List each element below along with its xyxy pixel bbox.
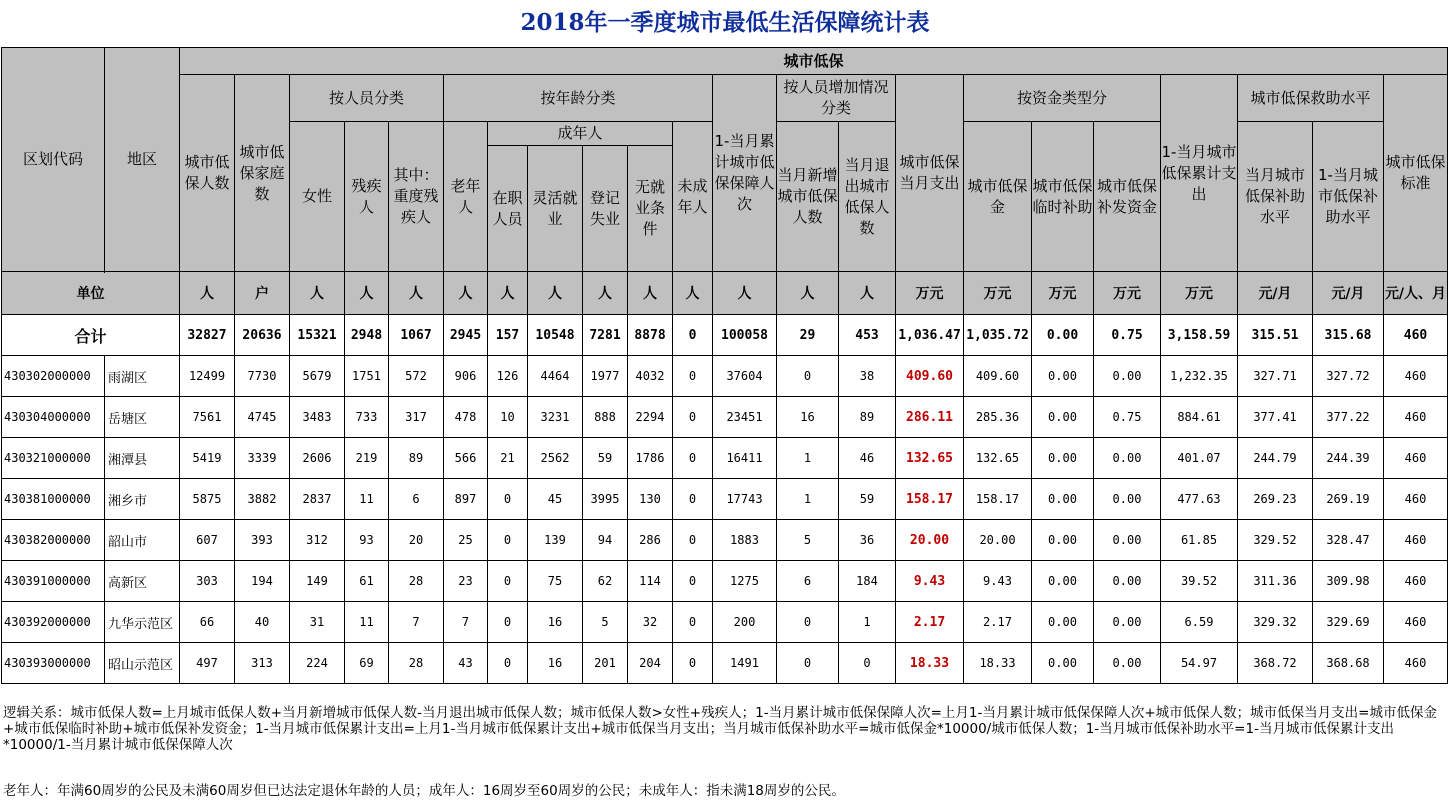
table-cell: 329.52 <box>1238 520 1313 561</box>
unit-cell: 户 <box>235 272 290 315</box>
table-cell: 0.00 <box>1032 356 1094 397</box>
unit-cell: 万元 <box>896 272 964 315</box>
table-cell: 20.00 <box>896 520 964 561</box>
table-cell: 5875 <box>180 479 235 520</box>
table-cell: 477.63 <box>1161 479 1238 520</box>
table-cell: 733 <box>345 397 389 438</box>
table-cell: 114 <box>628 561 673 602</box>
header-fund-extra: 城市低保补发资金 <box>1094 122 1161 272</box>
table-cell: 303 <box>180 561 235 602</box>
table-cell: 7 <box>389 602 444 643</box>
header-unable: 无就业条件 <box>628 146 673 272</box>
region-code: 430391000000 <box>2 561 105 602</box>
header-by-person: 按人员分类 <box>290 75 444 122</box>
unit-cell: 人 <box>673 272 713 315</box>
table-cell: 1 <box>777 479 839 520</box>
table-cell: 204 <box>628 643 673 684</box>
table-cell: 200 <box>713 602 777 643</box>
table-cell: 0 <box>488 520 528 561</box>
table-cell: 28 <box>389 561 444 602</box>
table-cell: 7730 <box>235 356 290 397</box>
table-cell: 327.71 <box>1238 356 1313 397</box>
header-severe-disabled: 其中：重度残疾人 <box>389 122 444 272</box>
header-persons: 城市低保人数 <box>180 75 235 272</box>
unit-cell: 元/月 <box>1313 272 1384 315</box>
table-cell: 2837 <box>290 479 345 520</box>
total-row <box>2 315 1448 356</box>
table-cell: 46 <box>839 438 896 479</box>
table-cell: 36 <box>839 520 896 561</box>
table-cell: 23451 <box>713 397 777 438</box>
region-name: 韶山市 <box>105 520 180 561</box>
table-cell: 62 <box>583 561 628 602</box>
table-cell: 5419 <box>180 438 235 479</box>
total-cell: 0 <box>673 315 713 356</box>
region-code: 430304000000 <box>2 397 105 438</box>
unit-label: 单位 <box>2 272 180 315</box>
table-cell: 0 <box>488 602 528 643</box>
table-cell: 9.43 <box>964 561 1032 602</box>
total-cell: 15321 <box>290 315 345 356</box>
table-cell: 158.17 <box>964 479 1032 520</box>
table-cell: 39.52 <box>1161 561 1238 602</box>
region-code: 430381000000 <box>2 479 105 520</box>
table-cell: 460 <box>1384 561 1448 602</box>
table-cell: 0 <box>673 479 713 520</box>
table-cell: 309.98 <box>1313 561 1384 602</box>
table-cell: 12499 <box>180 356 235 397</box>
table-cell: 460 <box>1384 602 1448 643</box>
header-disabled: 残疾人 <box>345 122 389 272</box>
table-cell: 0.00 <box>1032 438 1094 479</box>
total-cell: 20636 <box>235 315 290 356</box>
table-cell: 194 <box>235 561 290 602</box>
table-cell: 2294 <box>628 397 673 438</box>
table-cell: 89 <box>839 397 896 438</box>
header-code: 区划代码 <box>2 48 105 272</box>
table-cell: 0.75 <box>1094 397 1161 438</box>
table-cell: 1,232.35 <box>1161 356 1238 397</box>
table-cell: 93 <box>345 520 389 561</box>
table-cell: 7561 <box>180 397 235 438</box>
table-cell: 1 <box>777 438 839 479</box>
table-cell: 201 <box>583 643 628 684</box>
header-by-change: 按人员增加情况分类 <box>777 75 896 122</box>
header-area: 地区 <box>105 48 180 272</box>
header-employed: 在职人员 <box>488 146 528 272</box>
total-cell: 460 <box>1384 315 1448 356</box>
unit-cell: 人 <box>180 272 235 315</box>
table-cell: 6 <box>777 561 839 602</box>
header-minor: 未成年人 <box>673 122 713 272</box>
notes <box>3 705 1443 799</box>
table-cell: 0 <box>777 643 839 684</box>
table-cell: 32 <box>628 602 673 643</box>
total-cell: 157 <box>488 315 528 356</box>
table-cell: 377.22 <box>1313 397 1384 438</box>
table-cell: 3231 <box>528 397 583 438</box>
table-cell: 460 <box>1384 356 1448 397</box>
table-cell: 18.33 <box>896 643 964 684</box>
table-cell: 0 <box>673 356 713 397</box>
table-cell: 158.17 <box>896 479 964 520</box>
table-cell: 317 <box>389 397 444 438</box>
table-cell: 20 <box>389 520 444 561</box>
table-cell: 4464 <box>528 356 583 397</box>
table-cell: 224 <box>290 643 345 684</box>
unit-cell: 人 <box>839 272 896 315</box>
unit-cell: 人 <box>583 272 628 315</box>
table-cell: 126 <box>488 356 528 397</box>
table-cell: 219 <box>345 438 389 479</box>
unit-row <box>2 272 1448 315</box>
unit-cell: 人 <box>345 272 389 315</box>
header-monthly-expense: 城市低保当月支出 <box>896 75 964 272</box>
table-cell: 3483 <box>290 397 345 438</box>
table-cell: 94 <box>583 520 628 561</box>
region-name: 高新区 <box>105 561 180 602</box>
table-cell: 6 <box>389 479 444 520</box>
header-fund-temp: 城市低保临时补助 <box>1032 122 1094 272</box>
total-cell: 453 <box>839 315 896 356</box>
table-cell: 66 <box>180 602 235 643</box>
table-cell: 0 <box>488 479 528 520</box>
table-cell: 313 <box>235 643 290 684</box>
region-code: 430321000000 <box>2 438 105 479</box>
table-cell: 329.69 <box>1313 602 1384 643</box>
table-cell: 3339 <box>235 438 290 479</box>
table-cell: 0.00 <box>1032 520 1094 561</box>
table-cell: 10 <box>488 397 528 438</box>
total-cell: 315.68 <box>1313 315 1384 356</box>
table-cell: 0.00 <box>1094 602 1161 643</box>
unit-cell: 万元 <box>964 272 1032 315</box>
table-cell: 0.00 <box>1094 356 1161 397</box>
table-cell: 61 <box>345 561 389 602</box>
table-cell: 460 <box>1384 397 1448 438</box>
table-cell: 5679 <box>290 356 345 397</box>
table-cell: 0 <box>488 561 528 602</box>
table-cell: 59 <box>839 479 896 520</box>
table-cell: 478 <box>444 397 488 438</box>
total-cell: 1,036.47 <box>896 315 964 356</box>
header-cumulative-persons: 1-当月累计城市低保保障人次 <box>713 75 777 272</box>
table-cell: 54.97 <box>1161 643 1238 684</box>
table-cell: 0 <box>673 520 713 561</box>
table-row <box>2 602 1448 643</box>
table-cell: 897 <box>444 479 488 520</box>
header-new-persons: 当月新增城市低保人数 <box>777 122 839 272</box>
table-cell: 2606 <box>290 438 345 479</box>
table-cell: 23 <box>444 561 488 602</box>
region-name: 岳塘区 <box>105 397 180 438</box>
table-cell: 460 <box>1384 479 1448 520</box>
table-cell: 184 <box>839 561 896 602</box>
table-cell: 20.00 <box>964 520 1032 561</box>
table-cell: 2.17 <box>896 602 964 643</box>
table-cell: 75 <box>528 561 583 602</box>
table-cell: 2562 <box>528 438 583 479</box>
unit-cell: 人 <box>290 272 345 315</box>
table-cell: 11 <box>345 479 389 520</box>
table-cell: 0.00 <box>1094 561 1161 602</box>
table-cell: 37604 <box>713 356 777 397</box>
table-cell: 312 <box>290 520 345 561</box>
table-cell: 45 <box>528 479 583 520</box>
table-cell: 0 <box>673 643 713 684</box>
region-name: 湘潭县 <box>105 438 180 479</box>
region-name: 昭山示范区 <box>105 643 180 684</box>
total-cell: 29 <box>777 315 839 356</box>
region-name: 雨湖区 <box>105 356 180 397</box>
table-cell: 1751 <box>345 356 389 397</box>
table-cell: 25 <box>444 520 488 561</box>
header-group: 城市低保 <box>180 48 1448 75</box>
table-cell: 269.23 <box>1238 479 1313 520</box>
unit-cell: 万元 <box>1161 272 1238 315</box>
table-cell: 139 <box>528 520 583 561</box>
table-cell: 16 <box>777 397 839 438</box>
table-cell: 906 <box>444 356 488 397</box>
total-cell: 8878 <box>628 315 673 356</box>
table-cell: 0.00 <box>1094 643 1161 684</box>
table-cell: 327.72 <box>1313 356 1384 397</box>
table-cell: 132.65 <box>896 438 964 479</box>
header-exit-persons: 当月退出城市低保人数 <box>839 122 896 272</box>
definitions-note: 老年人：年满60周岁的公民及未满60周岁但已达法定退休年龄的人员；成年人：16周岁至60周岁的公民；未成年人：指未满18周岁的公民。 <box>3 783 845 799</box>
header-female: 女性 <box>290 122 345 272</box>
table-cell: 460 <box>1384 438 1448 479</box>
header-standard: 城市低保标准 <box>1384 75 1448 272</box>
region-code: 430302000000 <box>2 356 105 397</box>
header-adult: 成年人 <box>488 122 673 146</box>
unit-cell: 人 <box>444 272 488 315</box>
table-row <box>2 438 1448 479</box>
header-aid-level: 城市低保救助水平 <box>1238 75 1384 122</box>
table-cell: 368.72 <box>1238 643 1313 684</box>
table-cell: 6.59 <box>1161 602 1238 643</box>
table-cell: 4032 <box>628 356 673 397</box>
header-flexible: 灵活就业 <box>528 146 583 272</box>
table-cell: 21 <box>488 438 528 479</box>
table-cell: 0 <box>673 602 713 643</box>
logic-note: 逻辑关系：城市低保人数=上月城市低保人数+当月新增城市低保人数-当月退出城市低保人数；城市低保人数>女性+残疾人；1-当月累计城市低保保障人次=上月1-当月累计城市低保保障人次+城市低保人数；城市低保当月支出=城市低保金+城市低保临时补助+城市低保补发资金；1-当月城市低保累计支出=上月1-当月城市低保累计支出+城市低保当月支出；当月城市低保补助水平=城市低保金*10000/城市低保人数；1-当月城市低保补助水平=1-当月城市低保累计支出*10000/1-当月累计城市低保保障人次 <box>3 705 1437 753</box>
total-cell: 2945 <box>444 315 488 356</box>
table-cell: 0 <box>488 643 528 684</box>
table-cell: 244.39 <box>1313 438 1384 479</box>
table-cell: 3882 <box>235 479 290 520</box>
table-cell: 0 <box>777 602 839 643</box>
table-row <box>2 520 1448 561</box>
region-code: 430382000000 <box>2 520 105 561</box>
total-cell: 2948 <box>345 315 389 356</box>
total-label: 合计 <box>2 315 180 356</box>
unit-cell: 人 <box>628 272 673 315</box>
unit-cell: 人 <box>528 272 583 315</box>
table-cell: 888 <box>583 397 628 438</box>
table-cell: 61.85 <box>1161 520 1238 561</box>
table-cell: 0 <box>673 561 713 602</box>
table-cell: 40 <box>235 602 290 643</box>
header-by-fund: 按资金类型分 <box>964 75 1161 122</box>
unit-cell: 人 <box>488 272 528 315</box>
unit-cell: 人 <box>389 272 444 315</box>
table-cell: 59 <box>583 438 628 479</box>
unit-cell: 人 <box>777 272 839 315</box>
table-cell: 884.61 <box>1161 397 1238 438</box>
table-cell: 393 <box>235 520 290 561</box>
table-cell: 1786 <box>628 438 673 479</box>
table-cell: 368.68 <box>1313 643 1384 684</box>
table-cell: 17743 <box>713 479 777 520</box>
table-cell: 377.41 <box>1238 397 1313 438</box>
table-cell: 0 <box>839 643 896 684</box>
total-cell: 10548 <box>528 315 583 356</box>
table-row <box>2 356 1448 397</box>
header-elderly: 老年人 <box>444 122 488 272</box>
table-cell: 285.36 <box>964 397 1032 438</box>
table-cell: 2.17 <box>964 602 1032 643</box>
table-cell: 286 <box>628 520 673 561</box>
table-cell: 0 <box>777 356 839 397</box>
table-cell: 0.00 <box>1032 561 1094 602</box>
table-cell: 607 <box>180 520 235 561</box>
total-cell: 0.00 <box>1032 315 1094 356</box>
table-cell: 16 <box>528 643 583 684</box>
table-cell: 0 <box>673 438 713 479</box>
table-cell: 18.33 <box>964 643 1032 684</box>
total-cell: 3,158.59 <box>1161 315 1238 356</box>
table-row <box>2 479 1448 520</box>
table-cell: 43 <box>444 643 488 684</box>
header-registered-unemployed: 登记失业 <box>583 146 628 272</box>
table-cell: 1275 <box>713 561 777 602</box>
table-row <box>2 397 1448 438</box>
table-cell: 0.00 <box>1094 479 1161 520</box>
table-cell: 4745 <box>235 397 290 438</box>
total-cell: 100058 <box>713 315 777 356</box>
header-aid-cumulative: 1-当月城市低保补助水平 <box>1313 122 1384 272</box>
unit-cell: 万元 <box>1094 272 1161 315</box>
table-cell: 89 <box>389 438 444 479</box>
table-row <box>2 643 1448 684</box>
header-fund-main: 城市低保金 <box>964 122 1032 272</box>
table-cell: 3995 <box>583 479 628 520</box>
table-cell: 409.60 <box>964 356 1032 397</box>
table-cell: 460 <box>1384 520 1448 561</box>
table-cell: 16411 <box>713 438 777 479</box>
table-cell: 16 <box>528 602 583 643</box>
table-cell: 1491 <box>713 643 777 684</box>
table-cell: 0.00 <box>1032 602 1094 643</box>
table-cell: 409.60 <box>896 356 964 397</box>
table-cell: 31 <box>290 602 345 643</box>
table-cell: 566 <box>444 438 488 479</box>
region-name: 九华示范区 <box>105 602 180 643</box>
region-name: 湘乡市 <box>105 479 180 520</box>
table-cell: 1 <box>839 602 896 643</box>
unit-cell: 人 <box>713 272 777 315</box>
table-cell: 286.11 <box>896 397 964 438</box>
table-cell: 269.19 <box>1313 479 1384 520</box>
table-cell: 328.47 <box>1313 520 1384 561</box>
table-cell: 460 <box>1384 643 1448 684</box>
table-row <box>2 561 1448 602</box>
unit-cell: 元/月 <box>1238 272 1313 315</box>
table-cell: 0.00 <box>1094 520 1161 561</box>
table-cell: 0.00 <box>1032 397 1094 438</box>
table-cell: 9.43 <box>896 561 964 602</box>
table-cell: 149 <box>290 561 345 602</box>
header-by-age: 按年龄分类 <box>444 75 713 122</box>
region-code: 430393000000 <box>2 643 105 684</box>
table-cell: 132.65 <box>964 438 1032 479</box>
table-cell: 5 <box>777 520 839 561</box>
table-cell: 5 <box>583 602 628 643</box>
table-cell: 0.00 <box>1032 643 1094 684</box>
report-title: 2018年一季度城市最低生活保障统计表 <box>520 9 930 36</box>
table-cell: 0.00 <box>1094 438 1161 479</box>
total-cell: 315.51 <box>1238 315 1313 356</box>
table-cell: 1883 <box>713 520 777 561</box>
table-cell: 401.07 <box>1161 438 1238 479</box>
table-cell: 28 <box>389 643 444 684</box>
table-cell: 1977 <box>583 356 628 397</box>
table-cell: 38 <box>839 356 896 397</box>
header-cumulative-expense: 1-当月城市低保累计支出 <box>1161 75 1238 272</box>
region-code: 430392000000 <box>2 602 105 643</box>
header-families: 城市低保家庭数 <box>235 75 290 272</box>
total-cell: 1,035.72 <box>964 315 1032 356</box>
table-cell: 0 <box>673 397 713 438</box>
total-cell: 1067 <box>389 315 444 356</box>
unit-cell: 万元 <box>1032 272 1094 315</box>
total-cell: 7281 <box>583 315 628 356</box>
statistics-table <box>1 47 1448 684</box>
table-cell: 497 <box>180 643 235 684</box>
total-cell: 0.75 <box>1094 315 1161 356</box>
table-cell: 0.00 <box>1032 479 1094 520</box>
header-aid-month: 当月城市低保补助水平 <box>1238 122 1313 272</box>
table-cell: 329.32 <box>1238 602 1313 643</box>
unit-cell: 元/人、月 <box>1384 272 1448 315</box>
table-cell: 7 <box>444 602 488 643</box>
table-cell: 244.79 <box>1238 438 1313 479</box>
table-cell: 572 <box>389 356 444 397</box>
total-cell: 32827 <box>180 315 235 356</box>
table-cell: 130 <box>628 479 673 520</box>
table-cell: 69 <box>345 643 389 684</box>
table-cell: 11 <box>345 602 389 643</box>
table-cell: 311.36 <box>1238 561 1313 602</box>
